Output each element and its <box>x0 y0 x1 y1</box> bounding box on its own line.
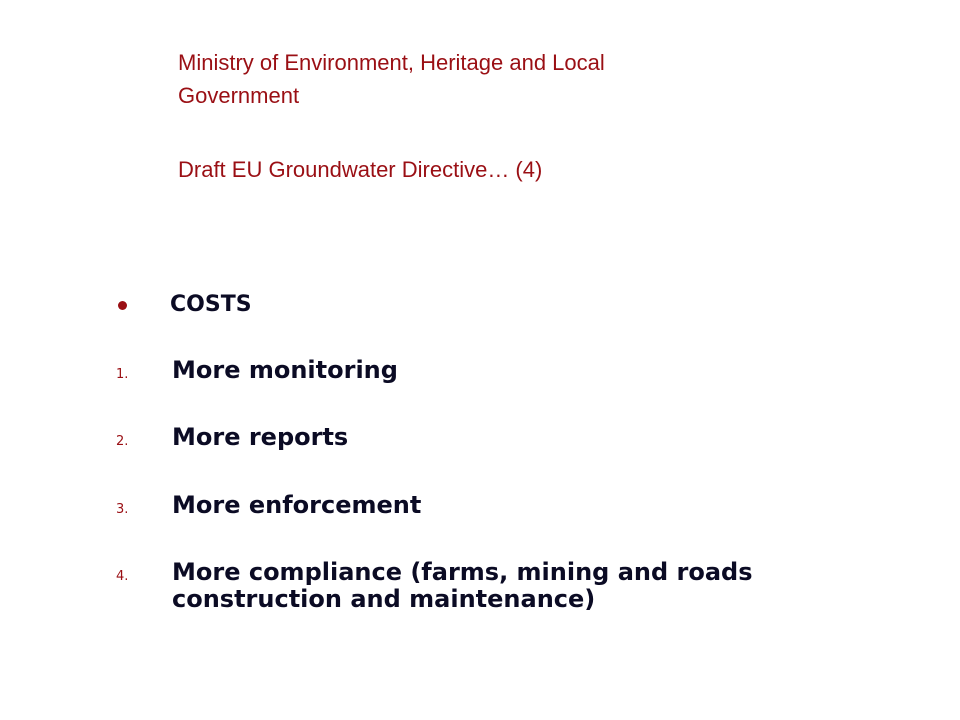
list-item-number: 2. <box>116 434 129 449</box>
list-item <box>116 424 872 456</box>
list-item-number: 4. <box>116 569 129 584</box>
list-item-text: More monitoring <box>172 356 398 384</box>
list-item-text: More compliance (farms, mining and roads construction and maintenance) <box>172 558 753 613</box>
costs-heading: COSTS <box>170 292 252 317</box>
costs-bullet <box>0 291 960 319</box>
list-item-number: 3. <box>116 502 129 517</box>
list-item <box>116 559 872 613</box>
list-item <box>116 492 872 524</box>
slide-subtitle: Draft EU Groundwater Directive… (4) <box>178 157 543 182</box>
list-item-text: More reports <box>172 423 349 451</box>
list-item-number: 1. <box>116 367 129 382</box>
ministry-title: Ministry of Environment, Heritage and Local Government <box>178 50 605 108</box>
list-item-text: More enforcement <box>172 491 422 519</box>
list-item <box>116 357 872 389</box>
bullet-icon <box>118 301 127 310</box>
